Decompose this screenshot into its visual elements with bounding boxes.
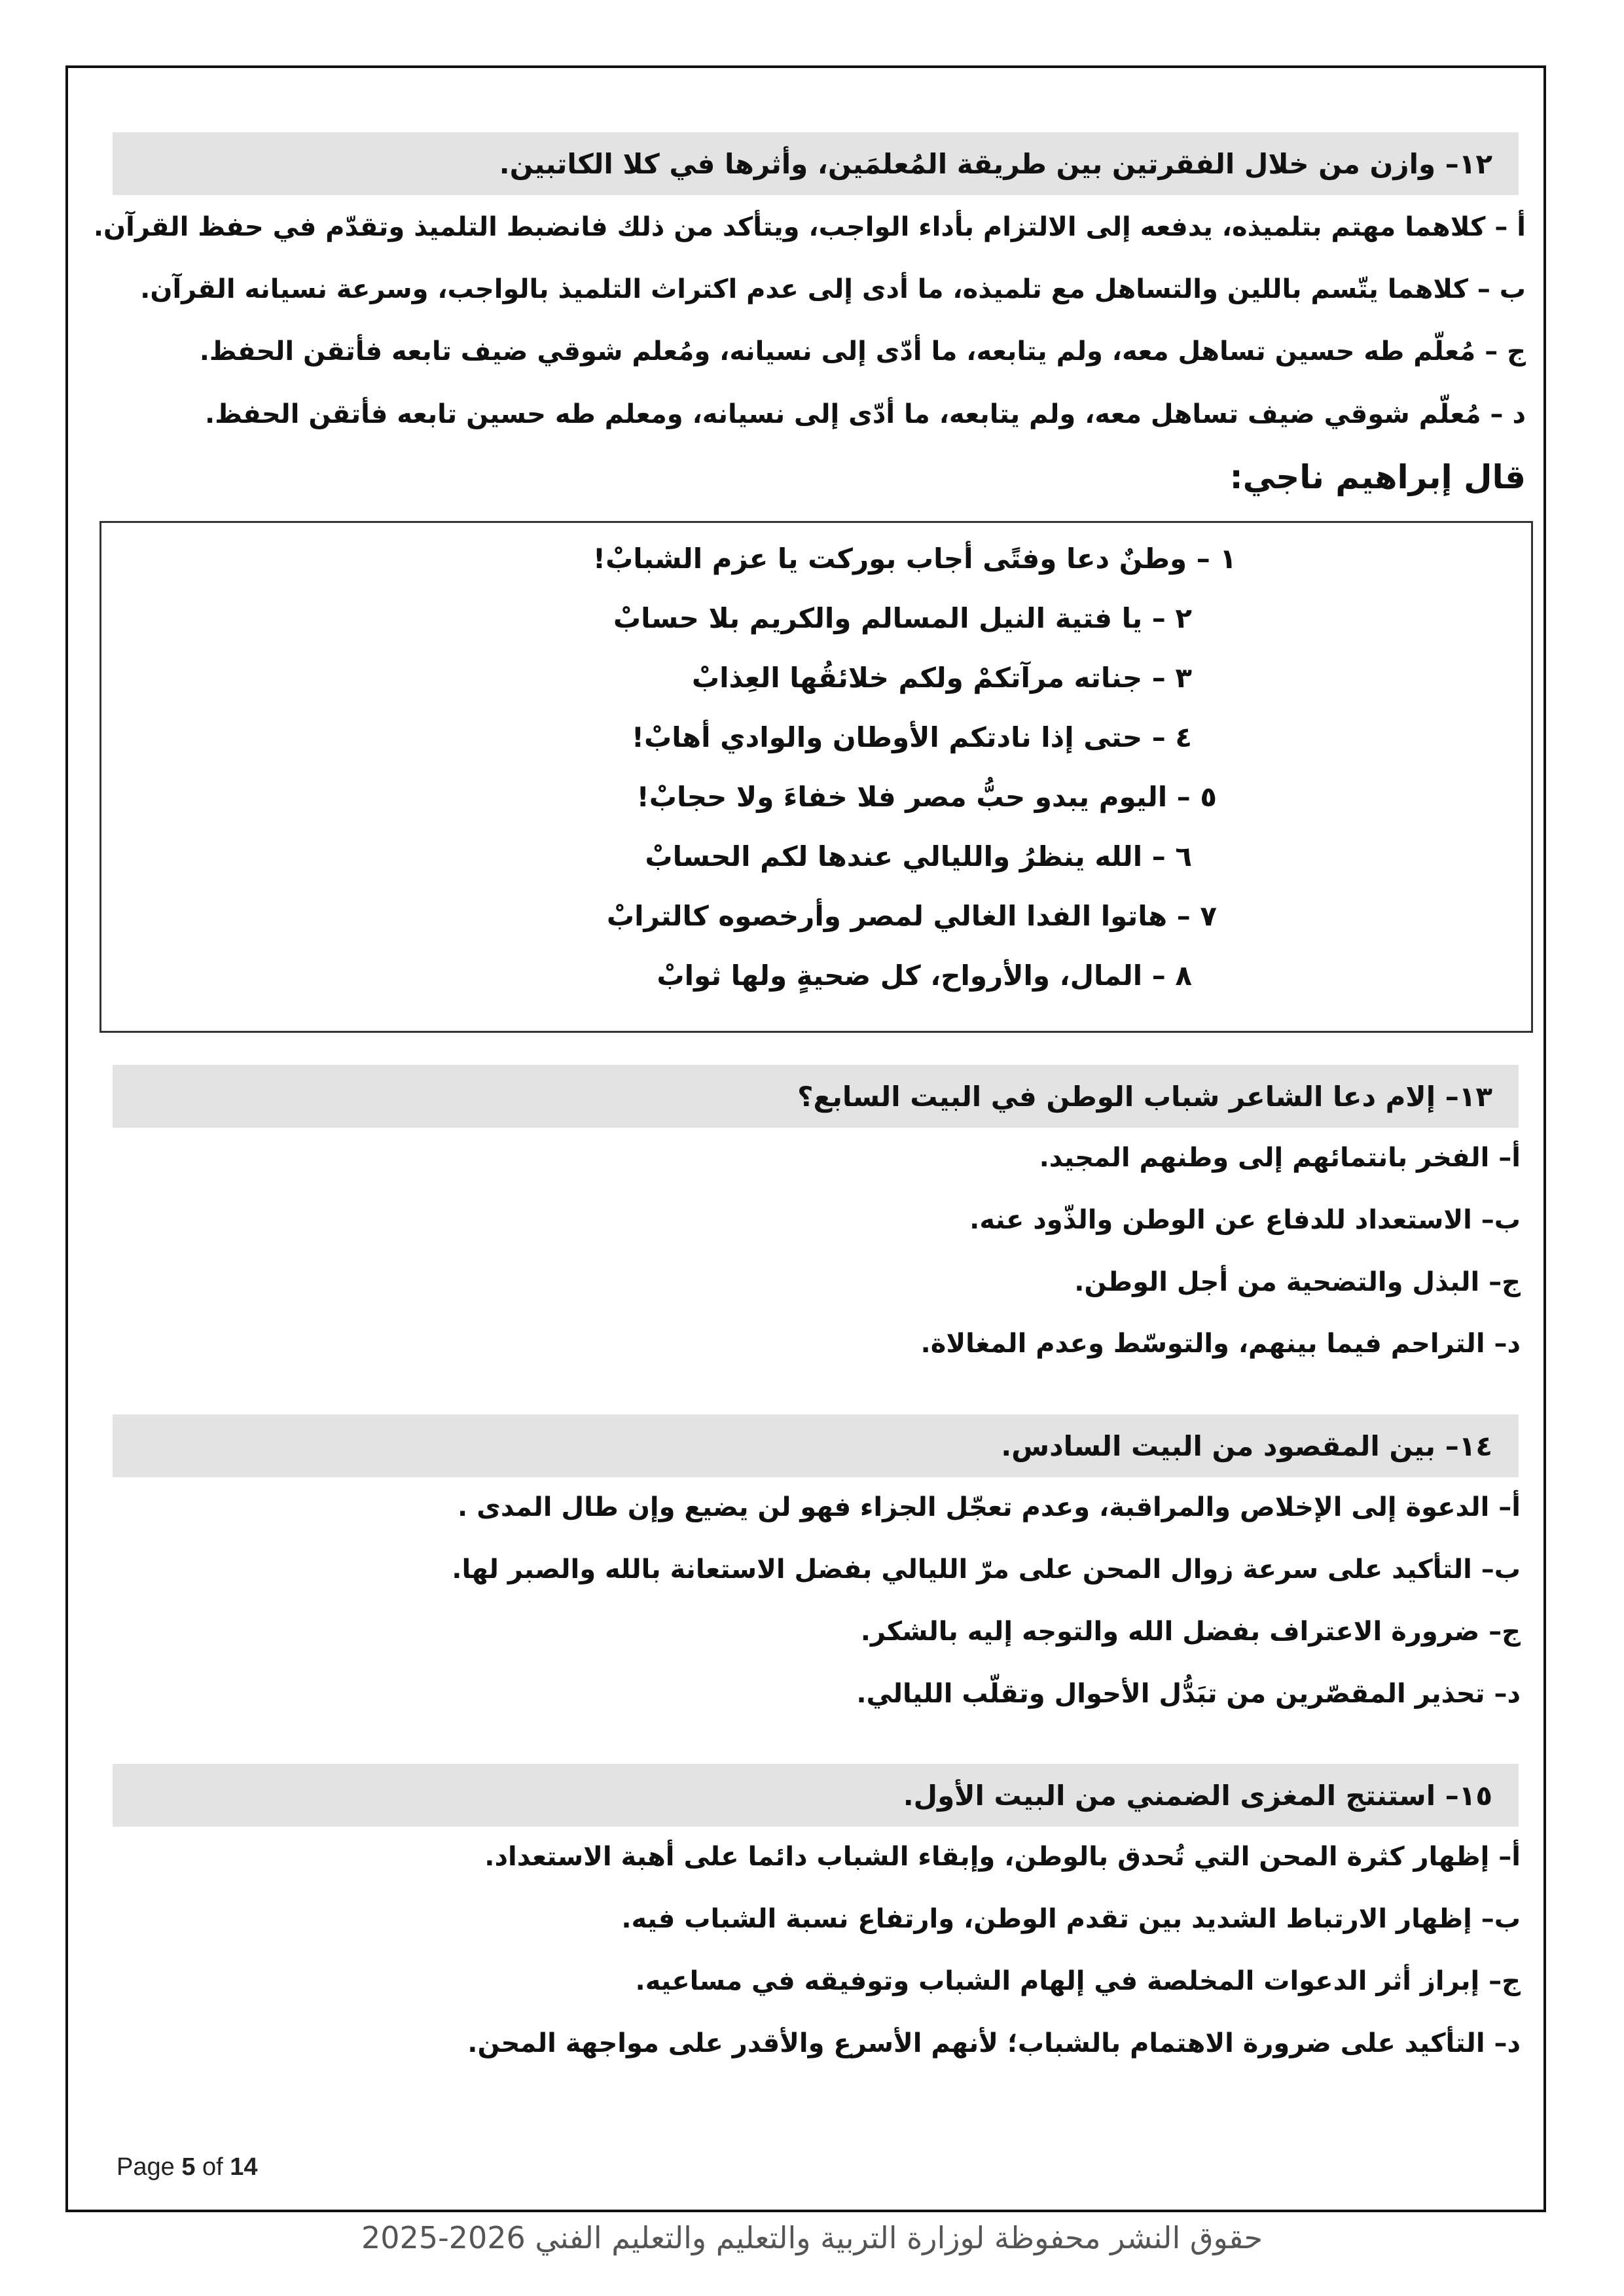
q13-option-d: د– التراحم فيما بينهم، والتوسّط وعدم المغالاة.: [920, 1329, 1521, 1359]
question-14-text: ١٤– بين المقصود من البيت السادس.: [1001, 1429, 1492, 1462]
q12-option-c: ج – مُعلّم طه حسين تساهل معه، ولم يتابعه، ما أدّى إلى نسيانه، ومُعلم شوقي ضيف تابعه فأتقن الحفظ.: [199, 336, 1526, 367]
verse-4: ٤ – حتى إذا نادتكم الأوطان والوادي أهابْ!: [631, 721, 1192, 753]
page-word: Page: [117, 2153, 175, 2181]
q13-option-b: ب– الاستعداد للدفاع عن الوطن والذّود عنه.: [969, 1205, 1521, 1235]
copyright-notice: حقوق النشر محفوظة لوزارة التربية والتعليم والتعليم الفني 2026-2025: [361, 2220, 1263, 2255]
q15-option-a: أ– إظهار كثرة المحن التي تُحدق بالوطن، وإبقاء الشباب دائما على أهبة الاستعداد.: [484, 1842, 1521, 1872]
question-12-header: [113, 132, 1519, 195]
page-of: of: [202, 2153, 223, 2181]
page-current: 5: [181, 2153, 196, 2181]
q14-option-d: د– تحذير المقصّرين من تبَدُّل الأحوال وتقلّب الليالي.: [856, 1679, 1521, 1709]
page-total: 14: [230, 2153, 258, 2181]
verse-3: ٣ – جناته مرآتكمْ ولكم خلائقُها العِذابْ: [691, 662, 1192, 694]
verse-8: ٨ – المال، والأرواح، كل ضحيةٍ ولها ثوابْ: [657, 960, 1192, 992]
page-border: [65, 65, 1546, 2212]
q12-option-a: أ – كلاهما مهتم بتلميذه، يدفعه إلى الالتزام بأداء الواجب، ويتأكد من ذلك فانضبط التلميذ وتقدّم في حفظ القرآن.: [93, 212, 1526, 242]
poem-intro: قال إبراهيم ناجي:: [1229, 458, 1526, 496]
verse-2: ٢ – يا فتية النيل المسالم والكريم بلا حسابْ: [613, 602, 1192, 634]
question-13-text: ١٣– إلام دعا الشاعر شباب الوطن في البيت السابع؟: [797, 1080, 1492, 1113]
verse-1: ١ – وطنٌ دعا وفتًى أجاب بوركت يا عزم الشبابْ!: [592, 543, 1236, 575]
question-12-text: ١٢– وازن من خلال الفقرتين بين طريقة المُعلمَين، وأثرها في كلا الكاتبين.: [499, 147, 1492, 180]
verse-6: ٦ – الله ينظرُ والليالي عندها لكم الحسابْ: [645, 840, 1192, 872]
q14-option-c: ج– ضرورة الاعتراف بفضل الله والتوجه إليه بالشكر.: [860, 1617, 1521, 1647]
q14-option-b: ب– التأكيد على سرعة زوال المحن على مرّ الليالي بفضل الاستعانة بالله والصبر لها.: [452, 1554, 1521, 1585]
page-number: [117, 2153, 258, 2181]
verse-7: ٧ – هاتوا الفدا الغالي لمصر وأرخصوه كالترابْ: [606, 900, 1217, 932]
question-15-text: ١٥– استنتج المغزى الضمني من البيت الأول.: [903, 1779, 1492, 1812]
question-13-header: [113, 1065, 1519, 1128]
q15-option-d: د– التأكيد على ضرورة الاهتمام بالشباب؛ لأنهم الأسرع والأقدر على مواجهة المحن.: [467, 2028, 1521, 2058]
q15-option-b: ب– إظهار الارتباط الشديد بين تقدم الوطن، وارتفاع نسبة الشباب فيه.: [621, 1904, 1521, 1934]
q13-option-c: ج– البذل والتضحية من أجل الوطن.: [1074, 1267, 1521, 1297]
q15-option-c: ج– إبراز أثر الدعوات المخلصة في إلهام الشباب وتوفيقه في مساعيه.: [635, 1966, 1521, 1996]
q14-option-a: أ– الدعوة إلى الإخلاص والمراقبة، وعدم تعجّل الجزاء فهو لن يضيع وإن طال المدى .: [458, 1492, 1521, 1522]
q12-option-d: د – مُعلّم شوقي ضيف تساهل معه، ولم يتابعه، ما أدّى إلى نسيانه، ومعلم طه حسين تابعه فأتقن الحفظ.: [205, 399, 1526, 429]
question-14-header: [113, 1414, 1519, 1477]
q13-option-a: أ– الفخر بانتمائهم إلى وطنهم المجيد.: [1039, 1143, 1521, 1173]
q12-option-b: ب – كلاهما يتّسم باللين والتساهل مع تلميذه، ما أدى إلى عدم اكتراث التلميذ بالواجب، وسرعة نسيانه القرآن.: [140, 274, 1526, 304]
question-15-header: [113, 1764, 1519, 1827]
poem-box: [99, 521, 1533, 1033]
verse-5: ٥ – اليوم يبدو حبُّ مصر فلا خفاءَ ولا حجابْ!: [636, 781, 1217, 813]
